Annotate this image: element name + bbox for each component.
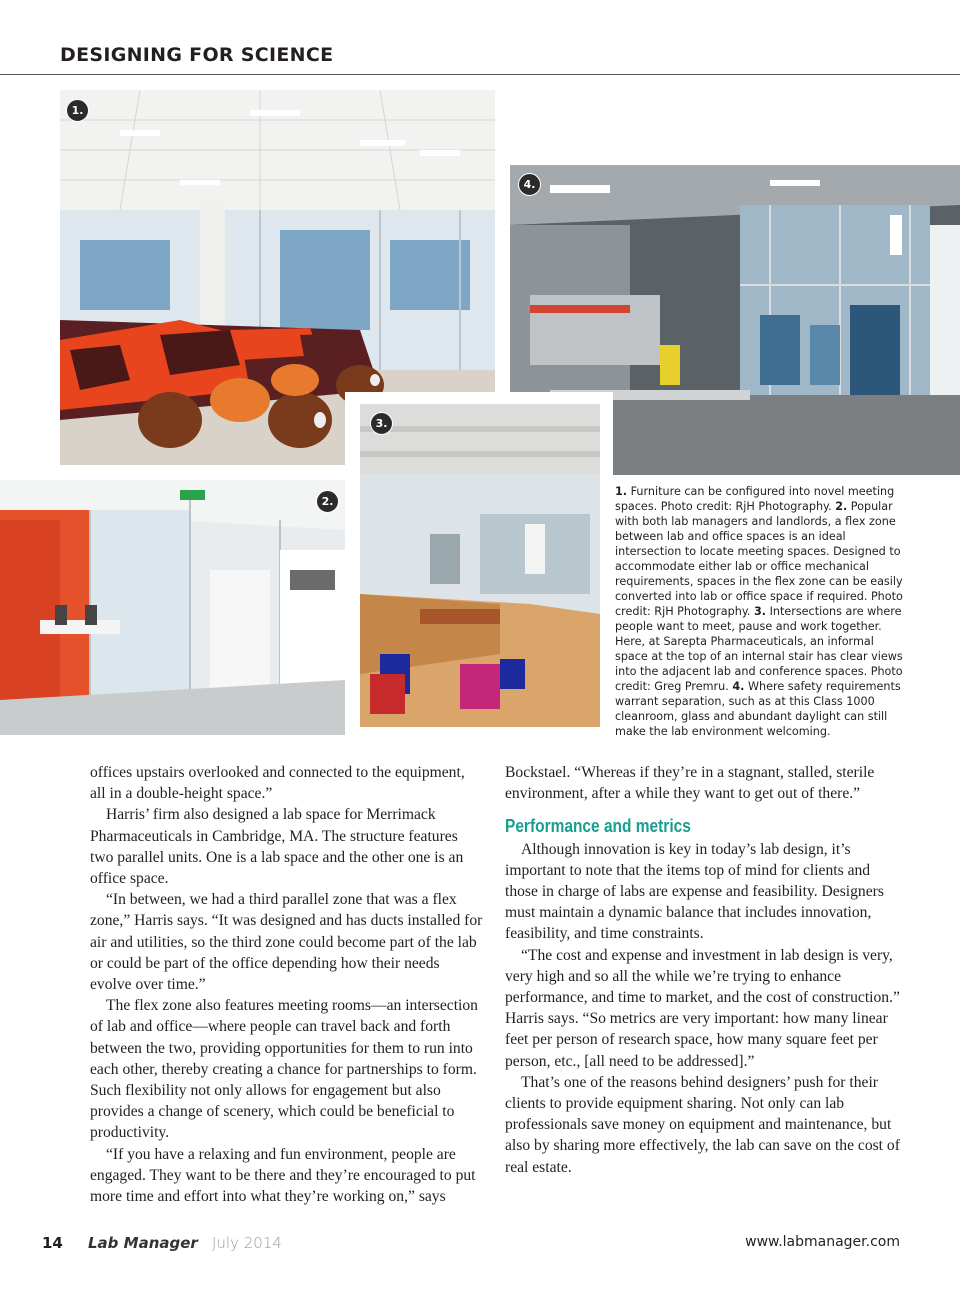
article-left-column	[90, 762, 484, 1207]
photo-3-stair-lounge	[345, 392, 613, 735]
caption-num-1: 1.	[615, 485, 628, 498]
caption-text-3: Intersections are where people want to meet, pause and work together. Here, at Sarepta Pharmaceuticals, an informal space at the top of an internal stair has clear views into the adjacent lab and conference spaces. Photo credit: Greg Premru.	[615, 605, 903, 693]
paragraph: Harris’ firm also designed a lab space for Merrimack Pharmaceuticals in Cambridge, MA. The structure features two parallel units. One is a lab space and the other one is an office space.	[90, 806, 464, 888]
caption-text-4: Where safety requirements warrant separation, such as at this Class 1000 cleanroom, glass and abundant daylight can still make the lab environment welcoming.	[615, 680, 901, 738]
caption-num-2: 2.	[835, 500, 848, 513]
photo-3-number: 3.	[370, 412, 393, 435]
photo-caption	[615, 484, 907, 739]
issue-date: July 2014	[212, 1234, 282, 1252]
caption-num-3: 3.	[753, 605, 767, 618]
photo-4-number: 4.	[518, 173, 541, 196]
subheading: Performance and metrics	[505, 816, 691, 837]
paragraph: Bockstael. “Whereas if they’re in a stagnant, stalled, sterile environment, after a while they want to get out of there.”	[505, 764, 875, 803]
paragraph: “In between, we had a third parallel zone that was a flex zone,” Harris says. “It was designed and has ducts installed for air and utilities, so the third zone could become part of the lab or could be part of the office depending how their needs evolve over time.”	[90, 891, 483, 994]
paragraph: That’s one of the reasons behind designers’ push for their clients to provide equipment sharing. Not only can lab professionals save money on equipment and maintenance, but also by sharing more effectively, the lab can save on the cost of real estate.	[505, 1073, 900, 1176]
paragraph: “The cost and expense and investment in lab design is very, very high and so all the while we’re trying to enhance performance, and time to market, and the cost of construction.” Harris says. “So metrics are very important: how many linear feet per person of research space, how many square feet per person, etc., [all need to be addressed].”	[505, 946, 900, 1070]
paragraph: The flex zone also features meeting rooms—an intersection of lab and office—where people can travel back and forth between the two, providing opportunities for them to run into each other, thereby creating a chance for partnerships to form. Such flexibility not only allows for engagement but also provides a change of scenery, which could be beneficial to productivity.	[90, 997, 478, 1142]
magazine-name: Lab Manager	[88, 1234, 198, 1252]
photo-2-flex-zone	[0, 480, 345, 735]
paragraph: Although innovation is key in today’s lab design, it’s important to note that the items top of mind for clients and those in charge of labs are expense and feasibility. Designers must maintain a dynamic balance that includes innovation, feasibility, and time constraints.	[505, 840, 884, 943]
caption-text-1: Furniture can be configured into novel meeting spaces. Photo credit: RjH Photography.	[615, 485, 895, 513]
caption-text-2: Popular with both lab managers and landlords, a flex zone between lab and office spaces is an ideal intersection to locate meeting spaces. Designed to accommodate either lab or office mechanical requirements, spaces in the flex zone can be easily converted into lab or office space if required. Photo credit: RjH Photography.	[615, 500, 903, 618]
caption-num-4: 4.	[732, 680, 745, 693]
paragraph: offices upstairs overlooked and connected to the equipment, all in a double-height space.”	[90, 764, 465, 803]
website-link[interactable]: www.labmanager.com	[745, 1234, 900, 1250]
section-title: DESIGNING FOR SCIENCE	[60, 44, 334, 66]
photo-2-number: 2.	[316, 490, 339, 513]
paragraph: “If you have a relaxing and fun environment, people are engaged. They want to be there and they’re encouraged to put more time and effort into what they’re working on,” says	[90, 1145, 476, 1206]
page-number: 14	[42, 1234, 63, 1252]
photo-1-number: 1.	[66, 99, 89, 122]
article-right-column	[505, 762, 903, 1178]
header-rule	[0, 74, 960, 75]
